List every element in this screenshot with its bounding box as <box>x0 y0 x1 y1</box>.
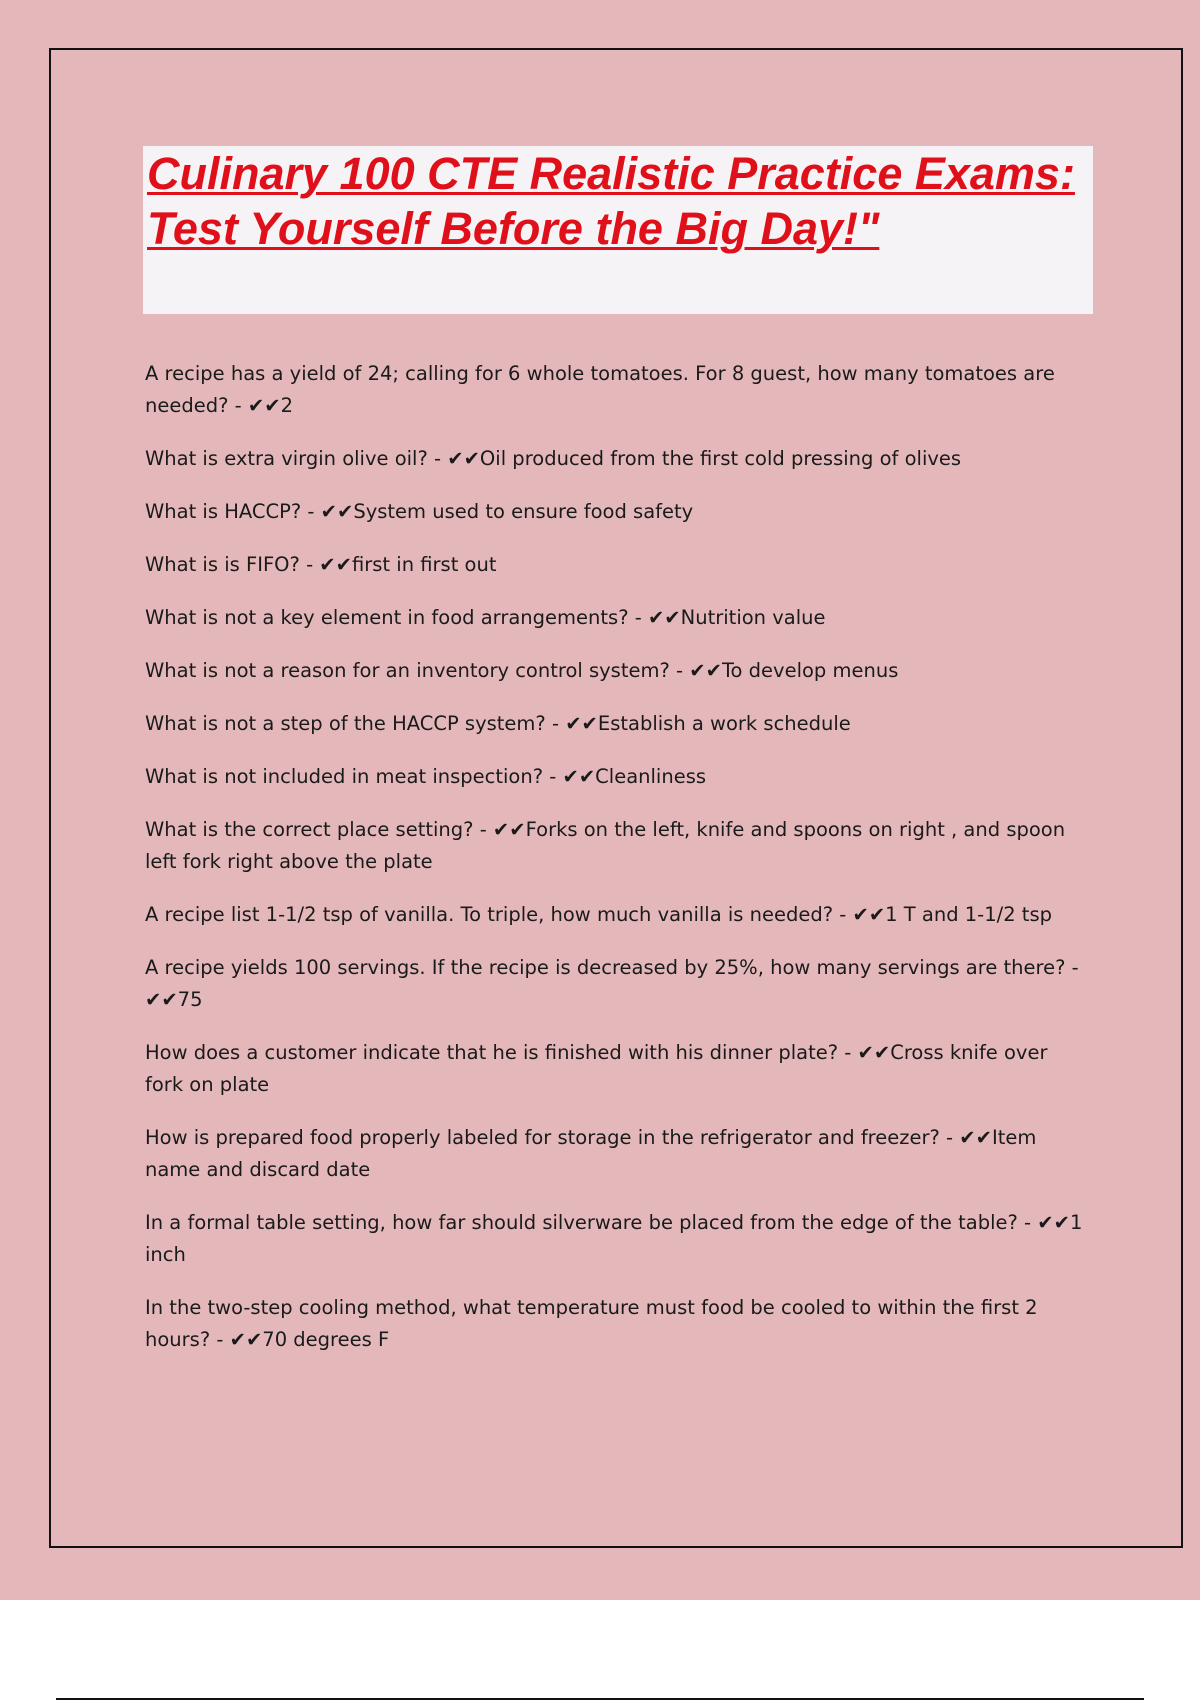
qa-item-6: What is not a reason for an inventory control system? - ✔✔To develop menus <box>145 659 899 682</box>
qa-list <box>145 358 1090 1377</box>
qa-item-4: What is is FIFO? - ✔✔first in first out <box>145 553 497 576</box>
qa-item-5: What is not a key element in food arrangements? - ✔✔Nutrition value <box>145 606 826 629</box>
qa-item-1: A recipe has a yield of 24; calling for 6 whole tomatoes. For 8 guest, how many tomatoes are needed? - ✔✔2 <box>145 362 1055 417</box>
qa-item-12: How does a customer indicate that he is finished with his dinner plate? - ✔✔Cross knife over fork on plate <box>145 1041 1048 1096</box>
document-title: Culinary 100 CTE Realistic Practice Exams: Test Yourself Before the Big Day!" <box>147 148 1075 254</box>
qa-item-3: What is HACCP? - ✔✔System used to ensure food safety <box>145 500 694 523</box>
qa-item-14: In a formal table setting, how far should silverware be placed from the edge of the table? - ✔✔1 inch <box>145 1211 1083 1266</box>
title-box <box>143 146 1093 314</box>
qa-item-13: How is prepared food properly labeled for storage in the refrigerator and freezer? - ✔✔Item name and discard date <box>145 1126 1037 1181</box>
qa-item-15: In the two-step cooling method, what temperature must food be cooled to within the first 2 hours? - ✔✔70 degrees F <box>145 1296 1038 1351</box>
qa-item-10: A recipe list 1-1/2 tsp of vanilla. To triple, how much vanilla is needed? - ✔✔1 T and 1-1/2 tsp <box>145 903 1052 926</box>
qa-item-9: What is the correct place setting? - ✔✔Forks on the left, knife and spoons on right , and spoon left fork right above the plate <box>145 818 1066 873</box>
qa-item-8: What is not included in meat inspection? - ✔✔Cleanliness <box>145 765 707 788</box>
qa-item-7: What is not a step of the HACCP system? - ✔✔Establish a work schedule <box>145 712 851 735</box>
qa-item-2: What is extra virgin olive oil? - ✔✔Oil produced from the first cold pressing of olives <box>145 447 962 470</box>
qa-item-11: A recipe yields 100 servings. If the recipe is decreased by 25%, how many servings are there? - ✔✔75 <box>145 956 1079 1011</box>
